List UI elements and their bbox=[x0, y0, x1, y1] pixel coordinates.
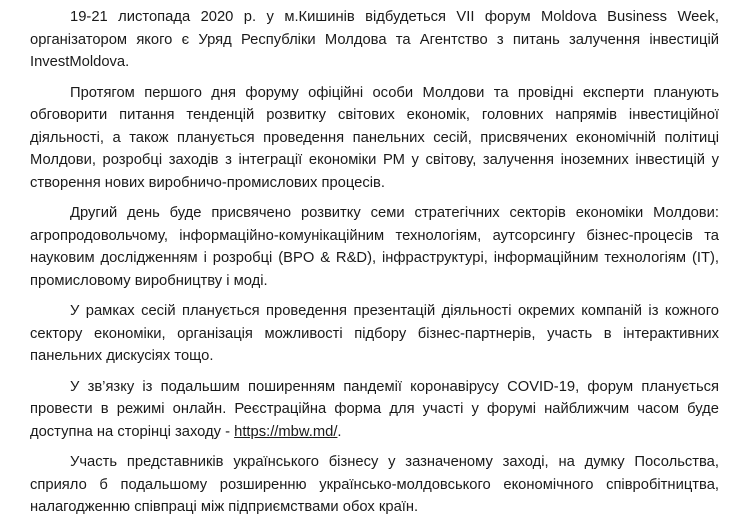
paragraph-online-format bbox=[30, 376, 719, 444]
paragraph-second-day: Другий день буде присвячено розвитку семи стратегічних секторів економіки Молдови: агропродовольчому, інформаційно-комунікаційним технологіям, аутсорсингу бізнес-процесів та науковим дослідженням і розробці (BPO & R&D), інфраструктурі, інформаційним технологіям (IT), промисловому виробництву і моді. bbox=[30, 205, 719, 289]
online-format-text: У зв’язку із подальшим поширенням пандемії коронавірусу COVID-19, форум планується провести в режимі онлайн. Реєстраційна форма для участі у форумі найближчим часом буде доступна на сторінці заходу - bbox=[30, 378, 719, 440]
paragraph-forum-announcement: 19-21 листопада 2020 р. у м.Кишинів відбудеться VII форум Moldova Business Week, організатором якого є Уряд Республіки Молдова та Агентство з питань залучення інвестицій InvestMoldova. bbox=[30, 9, 719, 70]
paragraph-embassy-opinion: Участь представників українського бізнесу у зазначеному заході, на думку Посольства, сприяло б подальшому розширенню українсько-молдовського економічного співробітництва, налагодженню співпраці між підприємствами обох країн. bbox=[30, 454, 719, 515]
paragraph-first-day: Протягом першого дня форуму офіційні особи Молдови та провідні експерти планують обговорити питання тенденцій розвитку світових економік, головних напрямів інвестиційної діяльності, а також планується проведення панельних сесій, присвячених економічній політиці Молдови, розробці заходів з інтеграції економіки РМ у світову, залучення іноземних інвестицій у створення нових виробничо-промислових процесів. bbox=[30, 84, 719, 191]
paragraph-sessions: У рамках сесій планується проведення презентацій діяльності окремих компаній із кожного сектору економіки, організація можливості підбору бізнес-партнерів, участь в інтерактивних панельних дискусіях тощо. bbox=[30, 303, 719, 364]
online-format-text-end: . bbox=[337, 423, 342, 440]
event-website-link[interactable]: https://mbw.md/ bbox=[234, 423, 338, 440]
